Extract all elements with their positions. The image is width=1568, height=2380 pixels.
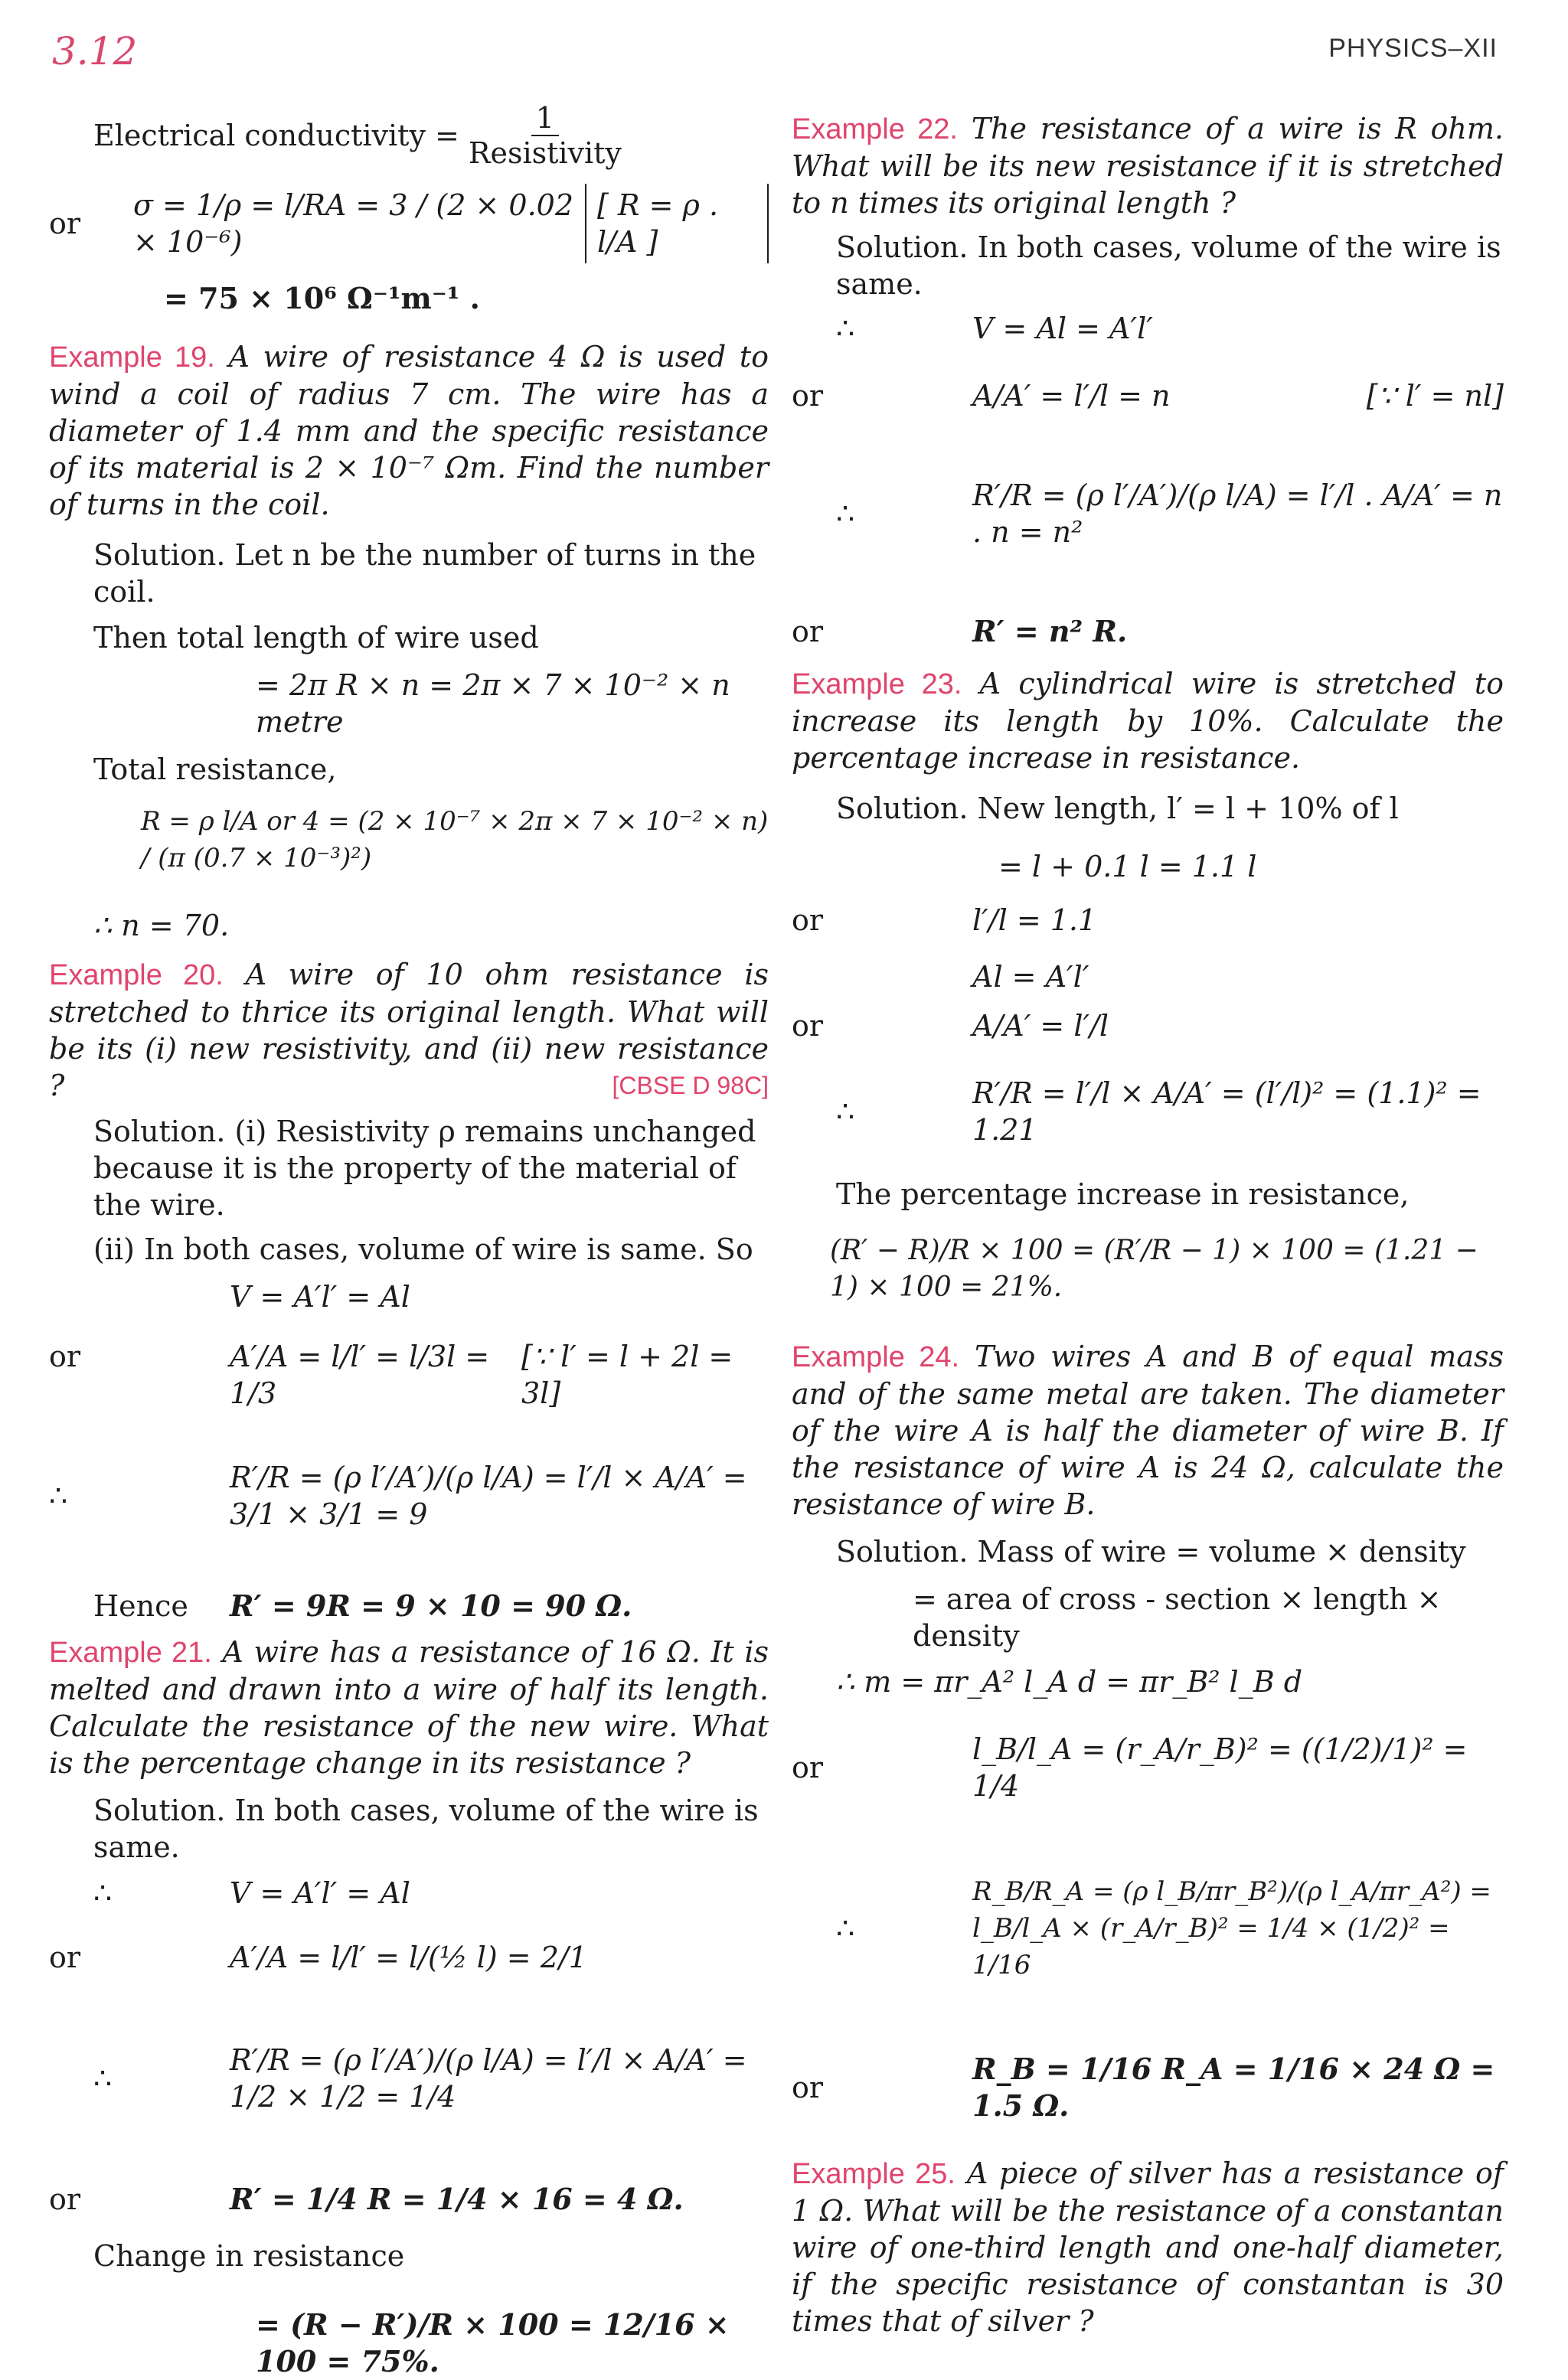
example-20-line [49,1338,769,1412]
or-label: or [792,2071,824,2104]
example-23-line [792,902,1504,939]
example-21-line [49,2042,769,2115]
example-23-text: A cylindrical wire is stretched to increase its length by 10%. Calculate the percentage increase in resistance. [792,667,1504,775]
example-24-line: = area of cross - section × length × density [913,1582,1442,1653]
example-20-solution: (ii) In both cases, volume of wire is same. So [93,1232,753,1266]
example-24-line [792,1731,1504,1804]
left-column [49,92,769,2380]
therefore-symbol: ∴ [836,497,855,531]
therefore-symbol: ∴ [836,1095,855,1128]
example-20-equation: R′/R = (ρ l′/A′)/(ρ l/A) = l′/l × A/A′ = 3/1 × 3/1 = 9 [230,1461,747,1531]
sigma-note: [ R = ρ . l/A ] [585,184,769,263]
or-label: or [49,207,81,240]
example-21-equation: V = A′l′ = Al [230,1876,410,1910]
example-22-equation: A/A′ = l′/l = n [972,379,1171,413]
example-23-label: Example 23. [792,668,962,700]
example-22-label: Example 22. [792,113,958,145]
example-23-equation: A/A′ = l′/l [972,1009,1109,1043]
example-23 [792,665,1504,776]
fraction-denominator: Resistivity [468,136,622,170]
example-22-line [792,310,1504,347]
conductivity-fraction [464,101,626,170]
right-column [792,92,1504,2339]
example-23-line [792,1007,1504,1044]
example-20-text: A wire of 10 ohm resistance is stretched to thrice its original length. What will be its (i) new resistivity, and (ii) new resistance ? [49,958,769,1102]
or-label: or [49,1941,81,1974]
example-22-solution: Solution. In both cases, volume of the wire is same. [836,230,1501,301]
example-20-citation: [CBSE D 98C] [612,1072,769,1099]
example-19-text: A wire of resistance 4 Ω is used to wind a coil of radius 7 cm. The wire has a diameter of 1.4 mm and the specific resistance of its material is 2 × 10⁻⁷ Ωm. Find the number of turns in the coil. [49,340,769,521]
or-label: or [792,379,824,413]
example-20-equation: V = A′l′ = Al [230,1280,410,1314]
example-22-equation: V = Al = A′l′ [972,312,1153,345]
example-22-text: The resistance of a wire is R ohm. What will be its new resistance if it is stretched to n times its original length ? [792,112,1504,220]
example-23-answer: (R′ − R)/R × 100 = (R′/R − 1) × 100 = (1.21 − 1) × 100 = 21%. [830,1235,1478,1303]
example-24-text: Two wires A and B of equal mass and of the same metal are taken. The diameter of the wire A is half the diameter of wire B. If the resistance of wire A is 24 Ω, calculate the resistance of wire B. [792,1340,1504,1521]
example-19-line: = 2π R × n = 2π × 7 × 10⁻² × n metre [256,668,730,739]
example-21-line [49,1939,769,1976]
example-22-line [792,377,1504,414]
example-19 [49,338,769,523]
fraction-numerator: 1 [531,101,559,136]
example-21-line [49,2181,769,2218]
example-22-equation: R′/R = (ρ l′/A′)/(ρ l/A) = l′/l . A/A′ = n . n = n² [972,478,1503,549]
example-20-equation: A′/A = l/l′ = l/3l = 1/3 [230,1340,490,1410]
example-19-answer: ∴ n = 70. [93,909,230,942]
example-20-note: [∵ l′ = l + 2l = 3l] [521,1340,733,1410]
example-21-line [49,1875,769,1912]
example-19-line: Then total length of wire used [93,621,539,655]
example-23-equation: R′/R = l′/l × A/A′ = (l′/l)² = (1.1)² = 1.21 [972,1076,1481,1147]
therefore-symbol: ∴ [836,312,855,345]
or-label: or [49,2182,81,2216]
or-label: or [49,1340,81,1373]
example-24-equation: R_B/R_A = (ρ l_B/πr_B²)/(ρ l_A/πr_A²) = l_B/l_A × (r_A/r_B)² = 1/4 × (1/2)² = 1/16 [972,1876,1491,1980]
or-label: or [792,1751,824,1784]
example-24-line [792,2051,1504,2124]
example-23-equation: l′/l = 1.1 [972,903,1097,937]
example-19-line: Total resistance, [93,753,337,786]
example-24-equation: l_B/l_A = (r_A/r_B)² = ((1/2)/1)² = 1/4 [972,1732,1468,1803]
example-20-line [49,1588,769,1624]
example-19-label: Example 19. [49,341,215,374]
sigma-result: = 75 × 10⁶ Ω⁻¹m⁻¹ . [164,281,480,315]
or-label: or [792,1009,824,1043]
example-24 [792,1338,1504,1523]
example-19-solution: Solution. Let n be the number of turns in the coil. [93,538,756,609]
conductivity-label: Electrical conductivity = [93,119,459,152]
therefore-symbol: ∴ [93,2062,113,2095]
example-24-answer: R_B = 1/16 R_A = 1/16 × 24 Ω = 1.5 Ω. [972,2052,1495,2123]
example-25 [792,2155,1504,2339]
example-24-line [792,1873,1504,1983]
example-25-label: Example 25. [792,2158,956,2190]
sigma-equation: σ = 1/ρ = l/RA = 3 / (2 × 0.02 × 10⁻⁶) [133,188,574,259]
example-21 [49,1634,769,1781]
example-21-text: A wire has a resistance of 16 Ω. It is melted and drawn into a wire of half its length. Calculate the resistance of the new wire. What is the percentage change in its resistance ? [49,1635,769,1780]
example-20-label: Example 20. [49,959,224,991]
example-22 [792,110,1504,221]
or-label: or [792,903,824,937]
example-23-line: The percentage increase in resistance, [836,1177,1410,1211]
example-21-solution: Solution. In both cases, volume of the wire is same. [93,1794,759,1864]
example-21-answer: = (R − R′)/R × 100 = 12/16 × 100 = 75%. [256,2307,730,2378]
example-24-equation: ∴ m = πr_A² l_A d = πr_B² l_B d [836,1665,1303,1699]
example-25-text: A piece of silver has a resistance of 1 Ω. What will be the resistance of a constantan wire of one-third length and one-half diameter, if the specific resistance of constantan is 30 times that of silver ? [792,2156,1504,2338]
example-20 [49,956,769,1104]
example-23-equation: = l + 0.1 l = 1.1 l [998,850,1257,883]
example-20-solution: Solution. (i) Resistivity ρ remains unchanged because it is the property of the material of the wire. [93,1115,756,1222]
example-23-line [792,1075,1504,1148]
page-number: 3.12 [52,29,138,73]
example-19-equation: R = ρ l/A or 4 = (2 × 10⁻⁷ × 2π × 7 × 10⁻² × n) / (π (0.7 × 10⁻³)²) [141,806,769,873]
book-title: PHYSICS–XII [1328,34,1498,63]
example-20-line [49,1459,769,1533]
example-24-solution: Solution. Mass of wire = volume × density [836,1535,1466,1569]
or-label: or [792,615,824,648]
therefore-symbol: ∴ [836,1912,855,1945]
example-22-answer: R′ = n² R. [972,614,1128,648]
example-21-equation: R′/R = (ρ l′/A′)/(ρ l/A) = l′/l × A/A′ = 1/2 × 1/2 = 1/4 [230,2043,747,2114]
example-22-line [792,613,1504,650]
therefore-symbol: ∴ [49,1479,68,1513]
example-23-equation: Al = A′l′ [972,960,1089,994]
example-24-label: Example 24. [792,1341,960,1373]
example-21-line: Change in resistance [93,2239,405,2273]
example-22-line [792,477,1504,550]
therefore-symbol: ∴ [93,1876,113,1910]
example-20-answer: R′ = 9R = 9 × 10 = 90 Ω. [230,1588,632,1623]
example-21-label: Example 21. [49,1637,212,1669]
conductivity-line [49,101,769,170]
example-22-note: [∵ l′ = nl] [1366,379,1504,413]
sigma-line [49,184,769,263]
example-23-solution: Solution. New length, l′ = l + 10% of l [836,792,1399,825]
example-21-equation: A′/A = l/l′ = l/(½ l) = 2/1 [230,1941,587,1974]
example-21-answer: R′ = 1/4 R = 1/4 × 16 = 4 Ω. [230,2182,684,2216]
hence-label: Hence [93,1589,188,1623]
